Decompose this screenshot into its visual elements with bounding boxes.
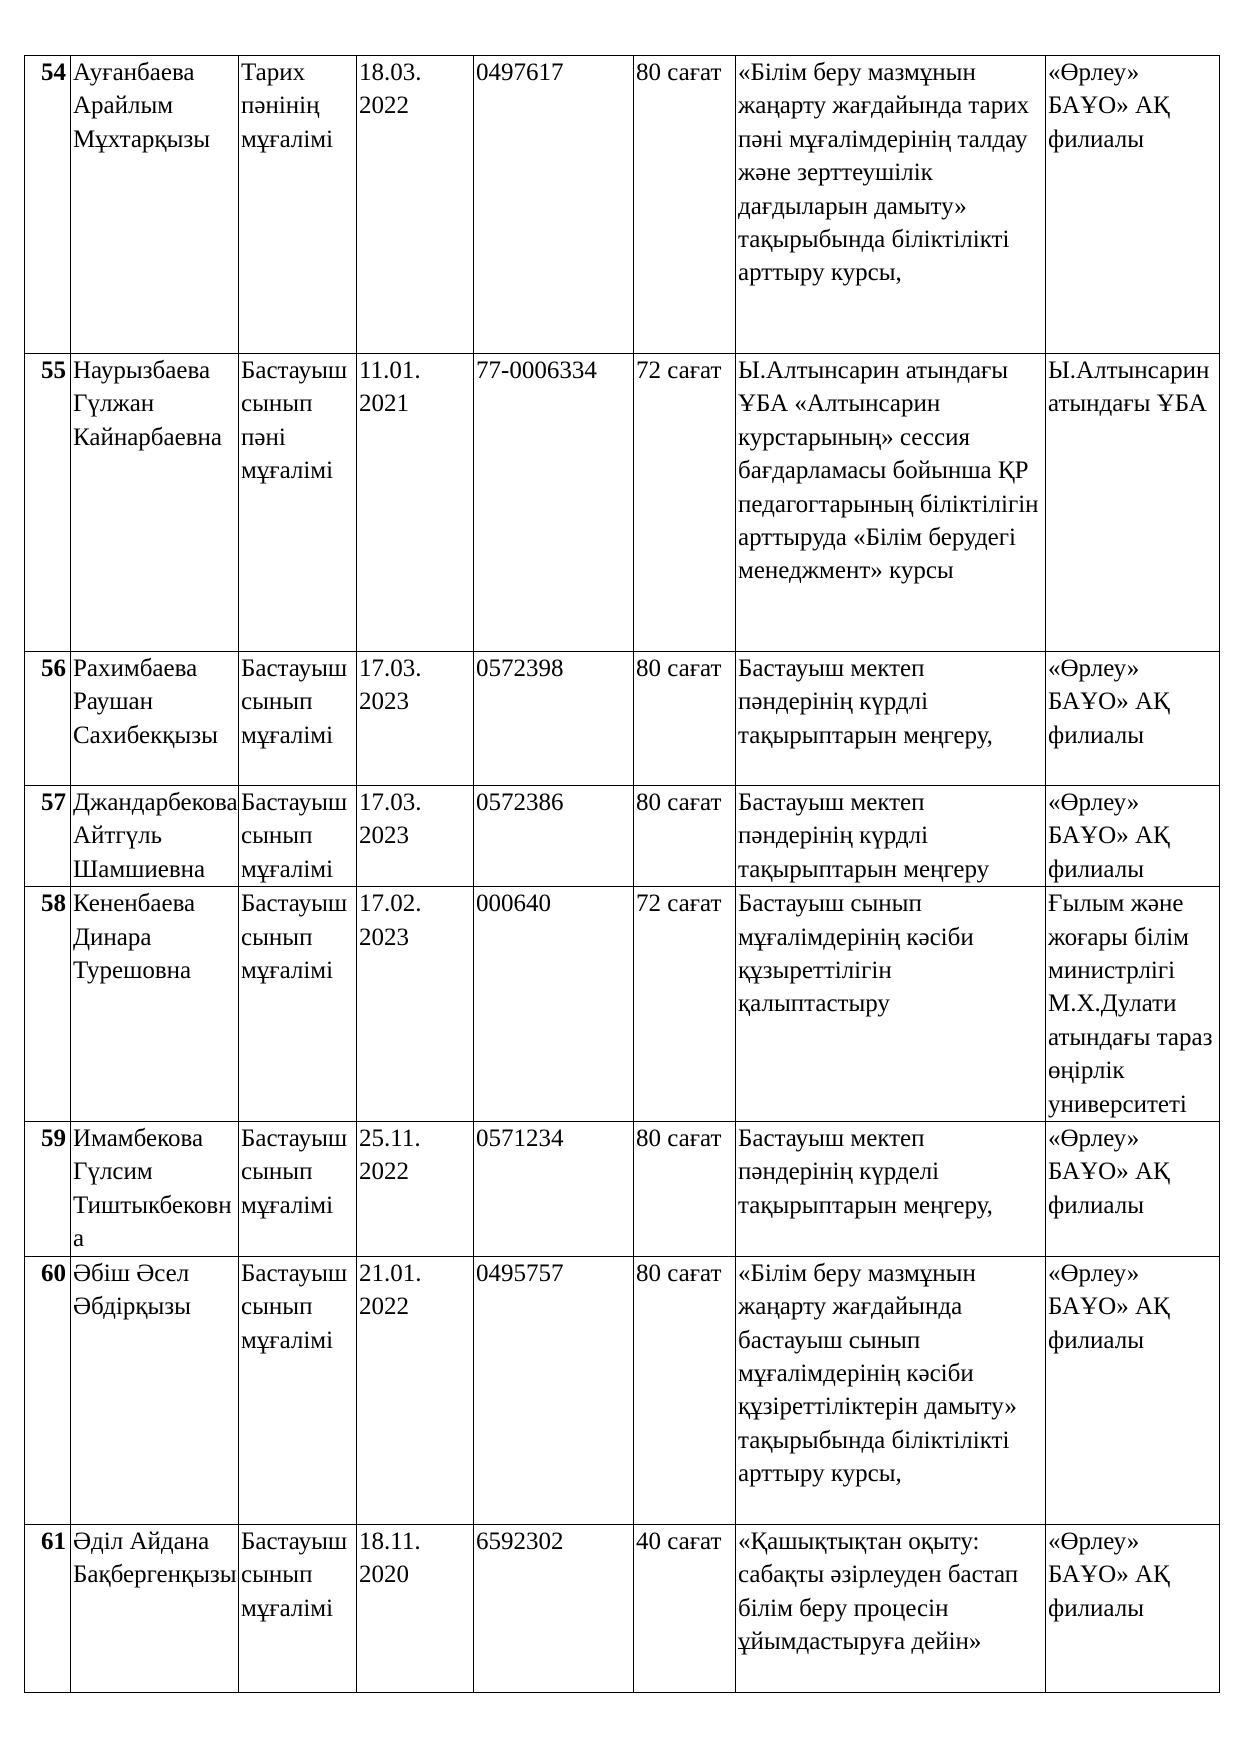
teacher-position: Бастауыш сынып мұғалімі xyxy=(239,1122,357,1257)
certificate-number: 0495757 xyxy=(474,1256,634,1524)
course-title: Бастауыш мектеп пәндерінің күрделі тақырыптарын меңгеру, xyxy=(736,1122,1046,1257)
row-number: 61 xyxy=(25,1524,71,1692)
certificate-date: 21.01. 2022 xyxy=(357,1256,474,1524)
teacher-name: Әбіш Әсел Әбдірқызы xyxy=(71,1256,239,1524)
teacher-name: Ауғанбаева Арайлым Мұхтарқызы xyxy=(71,56,239,354)
table-row xyxy=(25,56,1220,354)
table-row xyxy=(25,1122,1220,1257)
course-title: Бастауыш мектеп пәндерінің күрдлі тақырыптарын меңгеру xyxy=(736,786,1046,887)
certificate-number: 0497617 xyxy=(474,56,634,354)
teacher-position: Бастауыш сынып мұғалімі xyxy=(239,652,357,786)
training-organization: «Өрлеу» БАҰО» АҚ филиалы xyxy=(1046,56,1220,354)
certificate-number: 6592302 xyxy=(474,1524,634,1692)
row-number: 55 xyxy=(25,354,71,652)
teacher-name: Әділ Айдана Бақбергенқызы xyxy=(71,1524,239,1692)
course-hours: 80 сағат xyxy=(634,652,736,786)
training-organization: «Өрлеу» БАҰО» АҚ филиалы xyxy=(1046,1256,1220,1524)
course-title: Бастауыш мектеп пәндерінің күрдлі тақырыптарын меңгеру, xyxy=(736,652,1046,786)
teacher-name: Рахимбаева Раушан Сахибекқызы xyxy=(71,652,239,786)
course-hours: 72 сағат xyxy=(634,887,736,1122)
row-number: 59 xyxy=(25,1122,71,1257)
certificate-date: 18.11. 2020 xyxy=(357,1524,474,1692)
teacher-name: Джандарбекова Айтгүль Шамшиевна xyxy=(71,786,239,887)
teacher-name: Кененбаева Динара Турешовна xyxy=(71,887,239,1122)
training-organization: «Өрлеу» БАҰО» АҚ филиалы xyxy=(1046,786,1220,887)
table-row xyxy=(25,887,1220,1122)
certificate-date: 17.03. 2023 xyxy=(357,786,474,887)
table-row xyxy=(25,354,1220,652)
teacher-position: Бастауыш сынып пәні мұғалімі xyxy=(239,354,357,652)
teacher-position: Бастауыш сынып мұғалімі xyxy=(239,1524,357,1692)
teacher-position: Бастауыш сынып мұғалімі xyxy=(239,1256,357,1524)
training-organization: Ы.Алтынсарин атындағы ҰБА xyxy=(1046,354,1220,652)
certificate-number: 0572386 xyxy=(474,786,634,887)
certificate-number: 0571234 xyxy=(474,1122,634,1257)
course-title: Ы.Алтынсарин атындағы ҰБА «Алтынсарин курстарының» сессия бағдарламасы бойынша ҚР педагогтарының біліктілігін арттыруда «Білім берудегі менеджмент» курсы xyxy=(736,354,1046,652)
row-number: 58 xyxy=(25,887,71,1122)
course-hours: 80 сағат xyxy=(634,786,736,887)
row-number: 60 xyxy=(25,1256,71,1524)
course-hours: 80 сағат xyxy=(634,1256,736,1524)
teacher-position: Бастауыш сынып мұғалімі xyxy=(239,786,357,887)
teacher-position: Тарих пәнінің мұғалімі xyxy=(239,56,357,354)
course-hours: 72 сағат xyxy=(634,354,736,652)
teacher-name: Имамбекова Гүлсим Тиштыкбековна xyxy=(71,1122,239,1257)
row-number: 54 xyxy=(25,56,71,354)
certificate-date: 25.11. 2022 xyxy=(357,1122,474,1257)
course-title: Бастауыш сынып мұғалімдерінің кәсіби құзыреттілігін қалыптастыру xyxy=(736,887,1046,1122)
table-row xyxy=(25,1524,1220,1692)
table-row xyxy=(25,652,1220,786)
teacher-position: Бастауыш сынып мұғалімі xyxy=(239,887,357,1122)
course-title: «Білім беру мазмұнын жаңарту жағдайында тарих пәні мұғалімдерінің талдау және зерттеушілік дағдыларын дамыту» тақырыбында біліктілікті арттыру курсы, xyxy=(736,56,1046,354)
training-organization: Ғылым және жоғары білім министрлігі М.Х.Дулати атындағы тараз өңірлік университеті xyxy=(1046,887,1220,1122)
course-title: «Қашықтықтан оқыту: сабақты әзірлеуден бастап білім беру процесін ұйымдастыруға дейін» xyxy=(736,1524,1046,1692)
training-organization: «Өрлеу» БАҰО» АҚ филиалы xyxy=(1046,1524,1220,1692)
course-hours: 40 сағат xyxy=(634,1524,736,1692)
certificate-number: 0572398 xyxy=(474,652,634,786)
certificate-date: 17.03. 2023 xyxy=(357,652,474,786)
course-hours: 80 сағат xyxy=(634,1122,736,1257)
row-number: 57 xyxy=(25,786,71,887)
teacher-name: Наурызбаева Гүлжан Кайнарбаевна xyxy=(71,354,239,652)
certificate-number: 000640 xyxy=(474,887,634,1122)
certificate-number: 77-0006334 xyxy=(474,354,634,652)
certificate-date: 17.02. 2023 xyxy=(357,887,474,1122)
course-hours: 80 сағат xyxy=(634,56,736,354)
training-organization: «Өрлеу» БАҰО» АҚ филиалы xyxy=(1046,652,1220,786)
table-row xyxy=(25,1256,1220,1524)
course-title: «Білім беру мазмұнын жаңарту жағдайында бастауыш сынып мұғалімдерінің кәсіби құзіреттіліктерін дамыту» тақырыбында біліктілікті арттыру курсы, xyxy=(736,1256,1046,1524)
certificate-date: 18.03. 2022 xyxy=(357,56,474,354)
row-number: 56 xyxy=(25,652,71,786)
table-row xyxy=(25,786,1220,887)
training-organization: «Өрлеу» БАҰО» АҚ филиалы xyxy=(1046,1122,1220,1257)
certificate-date: 11.01. 2021 xyxy=(357,354,474,652)
training-records-table xyxy=(24,55,1220,1693)
